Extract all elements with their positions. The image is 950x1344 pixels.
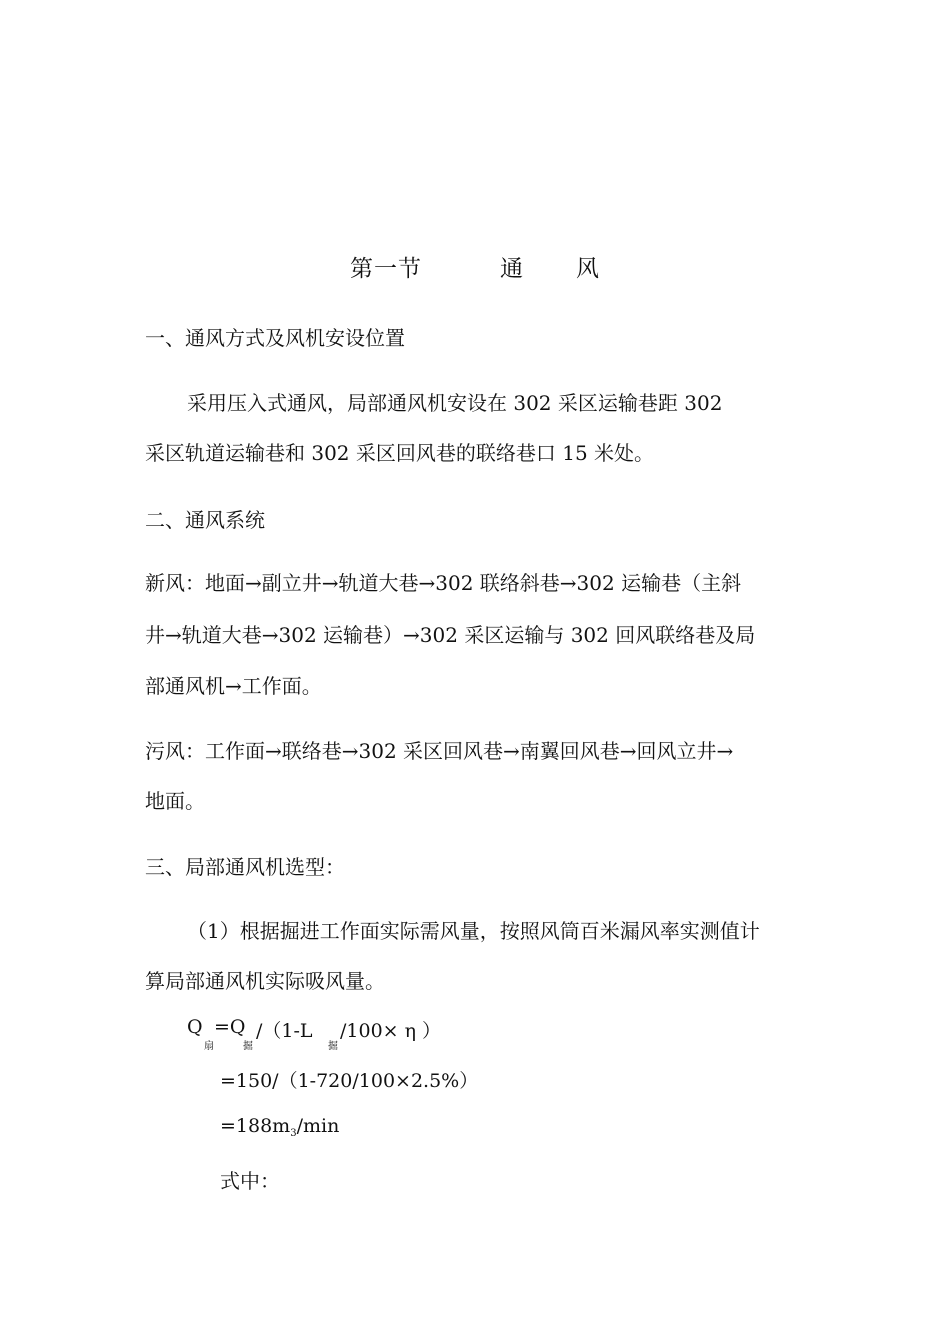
item1-line1: （1）根据掘进工作面实际需风量，按照风筒百米漏风率实测值计	[187, 919, 760, 943]
formula-step2: =150/（1-720/100×2.5%）	[220, 1070, 479, 1092]
paragraph-ventilation-method-line2: 采区轨道运输巷和 302 采区回风巷的联络巷口 15 米处。	[145, 441, 655, 465]
formula-q-fan: Q	[187, 1016, 203, 1038]
item1-line2: 算局部通风机实际吸风量。	[145, 969, 385, 993]
fresh-air-route-line2: 井→轨道大巷→302 运输巷）→302 采区运输与 302 回风联络巷及局	[145, 623, 756, 647]
heading-fan-selection: 三、局部通风机选型：	[145, 855, 345, 879]
paragraph-ventilation-method-line1: 采用压入式通风，局部通风机安设在 302 采区运输巷距 302	[187, 391, 723, 415]
formula-rest1: /（1-L	[256, 1020, 313, 1042]
return-air-route-line2: 地面。	[145, 789, 205, 813]
return-air-route-line1: 污风：工作面→联络巷→302 采区回风巷→南翼回风巷→回风立井→	[145, 739, 734, 763]
formula-step3	[220, 1115, 339, 1137]
formula-where-label: 式中：	[220, 1169, 280, 1193]
heading-ventilation-method: 一、通风方式及风机安设位置	[145, 326, 405, 350]
formula-eq-q-excavation: =Q	[214, 1016, 246, 1038]
formula-step3-unit: /min	[296, 1115, 340, 1137]
formula-sub-excavation: 掘	[243, 1041, 253, 1052]
heading-ventilation-system: 二、通风系统	[145, 508, 265, 532]
formula-rest2: /100× η ）	[340, 1020, 442, 1042]
fresh-air-route-line1: 新风：地面→副立井→轨道大巷→302 联络斜巷→302 运输巷（主斜	[145, 571, 742, 595]
formula-sub-excavation-2: 掘	[328, 1041, 338, 1052]
formula-step3-superscript: 3	[290, 1128, 297, 1139]
formula-sub-fan: 扇	[204, 1041, 214, 1052]
formula-step3-value: =188m	[220, 1115, 291, 1137]
fresh-air-route-line3: 部通风机→工作面。	[145, 674, 322, 698]
section-title-part3: 风	[576, 256, 600, 282]
section-title-part2: 通	[500, 256, 524, 282]
section-title	[0, 250, 950, 283]
section-title-part1: 第一节	[350, 256, 422, 282]
